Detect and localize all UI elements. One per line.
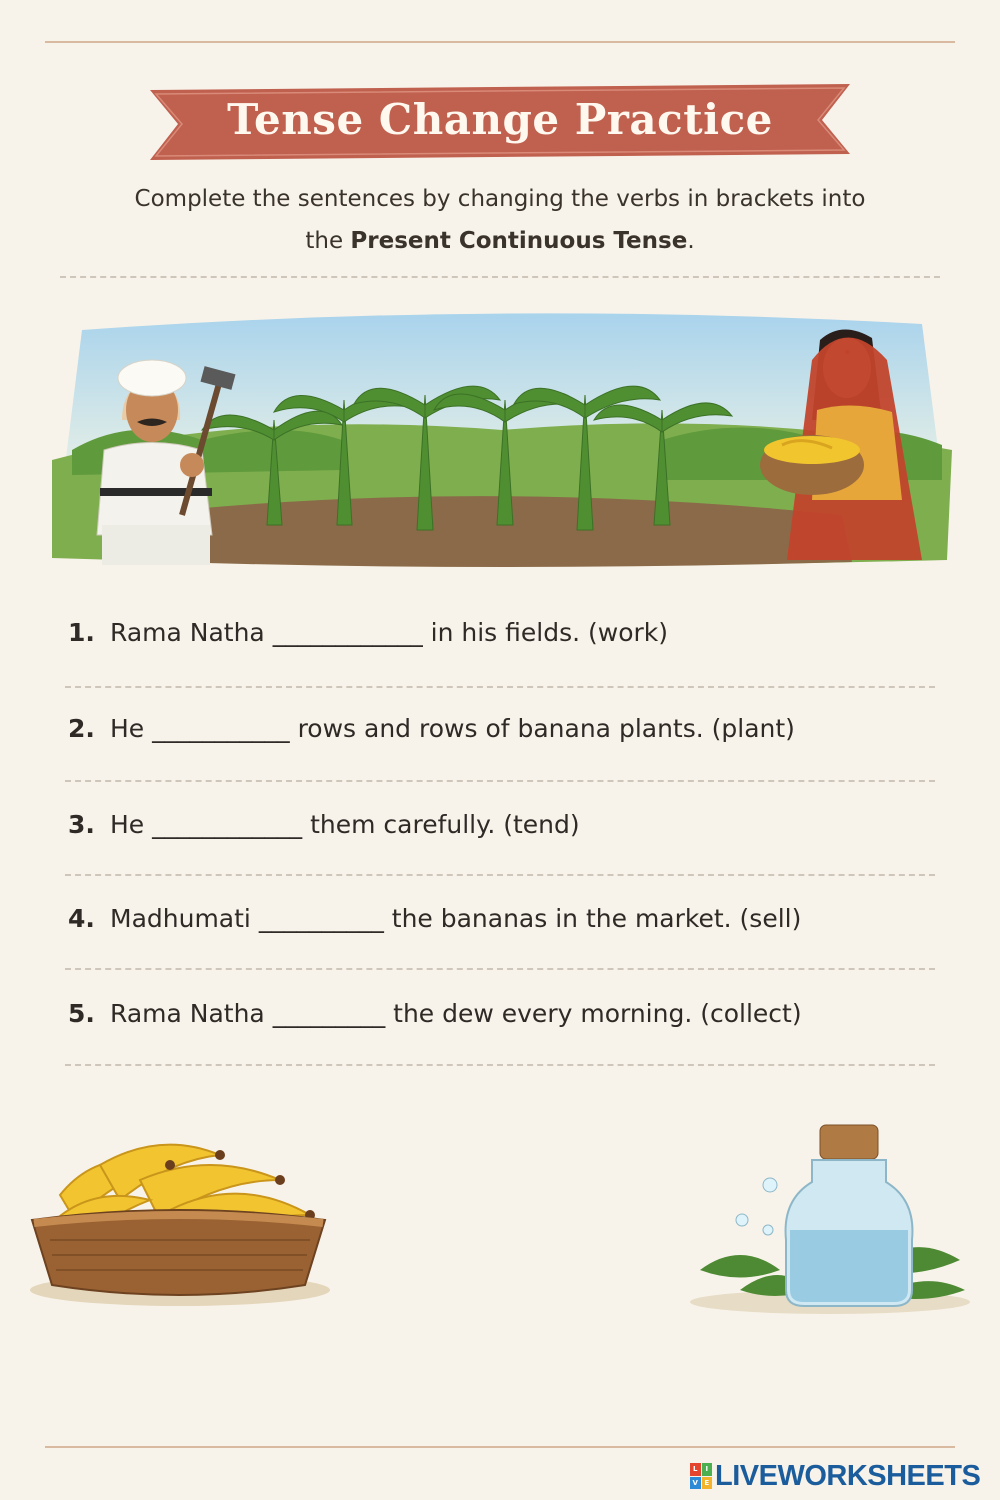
question-number: 2. — [68, 714, 95, 743]
answer-divider — [65, 1064, 935, 1066]
page-title: Tense Change Practice — [227, 95, 773, 144]
farm-illustration — [42, 300, 958, 568]
tense-name: Present Continuous Tense — [350, 228, 688, 254]
question-text[interactable]: He ___________ rows and rows of banana plants. (plant) — [110, 714, 795, 743]
logo-icon: L I V E — [690, 1463, 712, 1489]
bottom-divider — [45, 1446, 955, 1448]
liveworksheets-logo[interactable] — [690, 1458, 980, 1494]
answer-divider — [65, 780, 935, 782]
question-text[interactable]: He ____________ them carefully. (tend) — [110, 810, 580, 839]
question-number: 1. — [68, 618, 95, 647]
instructions — [60, 178, 940, 262]
answer-divider — [65, 968, 935, 970]
instruction-line-1: Complete the sentences by changing the verbs in brackets into — [134, 186, 866, 212]
brand-name: LIVEWORKSHEETS — [715, 1459, 981, 1492]
question-number: 4. — [68, 904, 95, 933]
title-banner — [150, 84, 850, 160]
answer-divider — [65, 874, 935, 876]
question-1 — [68, 618, 948, 647]
instruction-line-2: the Present Continuous Tense. — [305, 228, 695, 254]
banana-basket-illustration — [20, 1125, 340, 1314]
question-text[interactable]: Rama Natha _________ the dew every morning. (collect) — [110, 999, 802, 1028]
dew-bottle-illustration — [680, 1120, 980, 1324]
question-text[interactable]: Madhumati __________ the bananas in the market. (sell) — [110, 904, 802, 933]
dashed-divider — [60, 276, 940, 278]
top-divider — [45, 41, 955, 43]
question-2 — [68, 714, 948, 743]
answer-divider — [65, 686, 935, 688]
question-number: 5. — [68, 999, 95, 1028]
question-text[interactable]: Rama Natha ____________ in his fields. (work) — [110, 618, 669, 647]
question-3 — [68, 810, 948, 839]
question-5 — [68, 999, 948, 1028]
question-number: 3. — [68, 810, 95, 839]
question-4 — [68, 904, 948, 933]
